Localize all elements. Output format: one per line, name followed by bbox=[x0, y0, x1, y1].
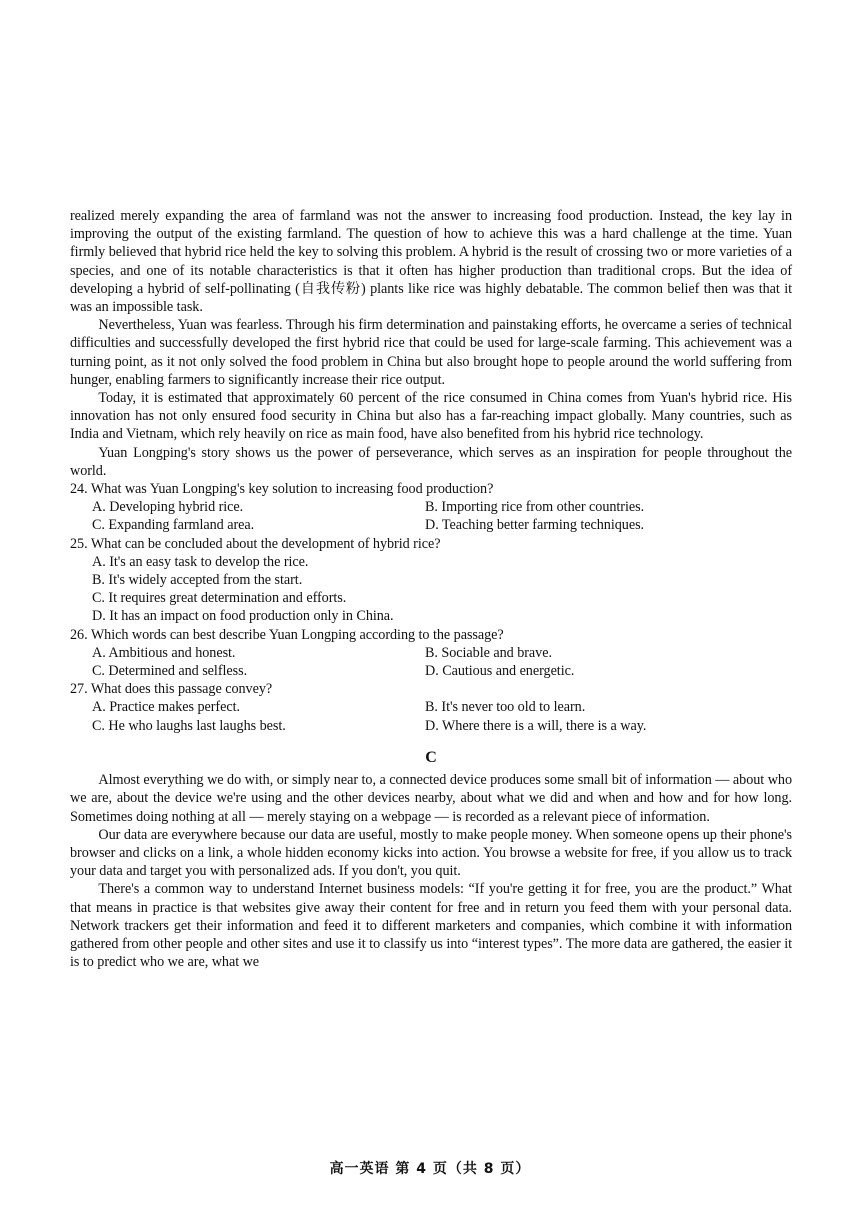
page-footer: 高一英语 第 4 页（共 8 页） bbox=[329, 1161, 531, 1177]
option-c: C. Expanding farmland area. bbox=[92, 517, 255, 534]
option-d: D. Where there is a will, there is a way. bbox=[425, 717, 647, 734]
question-stem: 24. What was Yuan Longping's key solution to increasing food production? bbox=[70, 481, 494, 498]
paragraph: Our data are everywhere because our data are useful, mostly to make people money. When someone opens up their phone's browser and clicks on a link, a whole hidden economy kicks into action. You browse a website for free, if you allow us to track your data and target you with personalized ads. If you don't, you quit. bbox=[70, 826, 792, 880]
paragraph: realized merely expanding the area of farmland was not the answer to increasing food production. Instead, the key lay in improving the output of the existing farmland. The question of how to achieve this was a hard challenge at the time. Yuan firmly believed that hybrid rice held the key to solving this problem. A hybrid is the result of crossing two or more varieties of a species, and one of its notable characteristics is that it often has higher production than traditional crops. But the idea of developing a hybrid of self-pollinating (自我传粉) plants like rice was highly debatable. The common belief then was that it was an impossible task. bbox=[70, 208, 792, 316]
page-content bbox=[70, 207, 792, 971]
option-c: C. It requires great determination and efforts. bbox=[92, 590, 347, 607]
paragraph: Almost everything we do with, or simply near to, a connected device produces some small bit of information — about who we are, about the device we're using and the other devices nearby, about what we did and when and how and for how long. Sometimes doing nothing at all — merely staying on a webpage — is recorded as a relevant piece of information. bbox=[70, 772, 792, 825]
option-b: B. Importing rice from other countries. bbox=[425, 499, 645, 516]
passage-c bbox=[70, 771, 792, 971]
option-d: D. Teaching better farming techniques. bbox=[425, 517, 645, 534]
question-24 bbox=[70, 480, 792, 535]
question-options bbox=[70, 498, 792, 534]
section-heading: C bbox=[425, 748, 437, 766]
option-b: B. It's widely accepted from the start. bbox=[92, 572, 303, 589]
passage-b bbox=[70, 207, 792, 480]
option-c: C. Determined and selfless. bbox=[92, 663, 248, 680]
question-stem: 26. Which words can best describe Yuan Longping according to the passage? bbox=[70, 626, 504, 643]
option-a: A. Practice makes perfect. bbox=[92, 699, 240, 716]
question-options bbox=[70, 644, 792, 680]
option-b: B. It's never too old to learn. bbox=[425, 699, 586, 716]
question-25 bbox=[70, 535, 792, 626]
question-27 bbox=[70, 680, 792, 735]
option-c: C. He who laughs last laughs best. bbox=[92, 717, 286, 734]
paragraph: Nevertheless, Yuan was fearless. Through his firm determination and painstaking efforts, he overcame a series of technical difficulties and successfully developed the first hybrid rice that could be used for large-scale farming. This achievement was a turning point, as it not only solved the food problem in China but also brought hope to people around the world suffering from hunger, enabling farmers to significantly increase their rice output. bbox=[70, 317, 792, 388]
paragraph: There's a common way to understand Internet business models: “If you're getting it for free, you are the product.” What that means in practice is that websites give away their content for free and in return you feed them with your personal data. Network trackers get their information and feed it to different marketers and companies, which combine it with information gathered from other people and other sites and use it to classify us into “interest types”. The more data are gathered, the easier it is to predict who we are, what we bbox=[70, 881, 792, 971]
option-d: D. It has an impact on food production only in China. bbox=[92, 608, 394, 625]
question-26 bbox=[70, 626, 792, 681]
option-a: A. Ambitious and honest. bbox=[92, 644, 236, 661]
question-options bbox=[70, 698, 792, 734]
option-a: A. Developing hybrid rice. bbox=[92, 499, 244, 516]
question-stem: 27. What does this passage convey? bbox=[70, 681, 273, 698]
paragraph: Yuan Longping's story shows us the power of perseverance, which serves as an inspiration for people throughout the world. bbox=[70, 444, 792, 479]
option-b: B. Sociable and brave. bbox=[425, 644, 552, 661]
question-options bbox=[70, 553, 792, 626]
option-a: A. It's an easy task to develop the rice. bbox=[92, 553, 309, 570]
option-d: D. Cautious and energetic. bbox=[425, 663, 575, 680]
question-stem: 25. What can be concluded about the development of hybrid rice? bbox=[70, 535, 441, 552]
paragraph: Today, it is estimated that approximately 60 percent of the rice consumed in China comes from Yuan's hybrid rice. His innovation has not only ensured food security in China but also has a far-reaching impact globally. Many countries, such as India and Vietnam, which rely heavily on rice as main food, have also benefited from his hybrid rice technology. bbox=[70, 390, 792, 443]
